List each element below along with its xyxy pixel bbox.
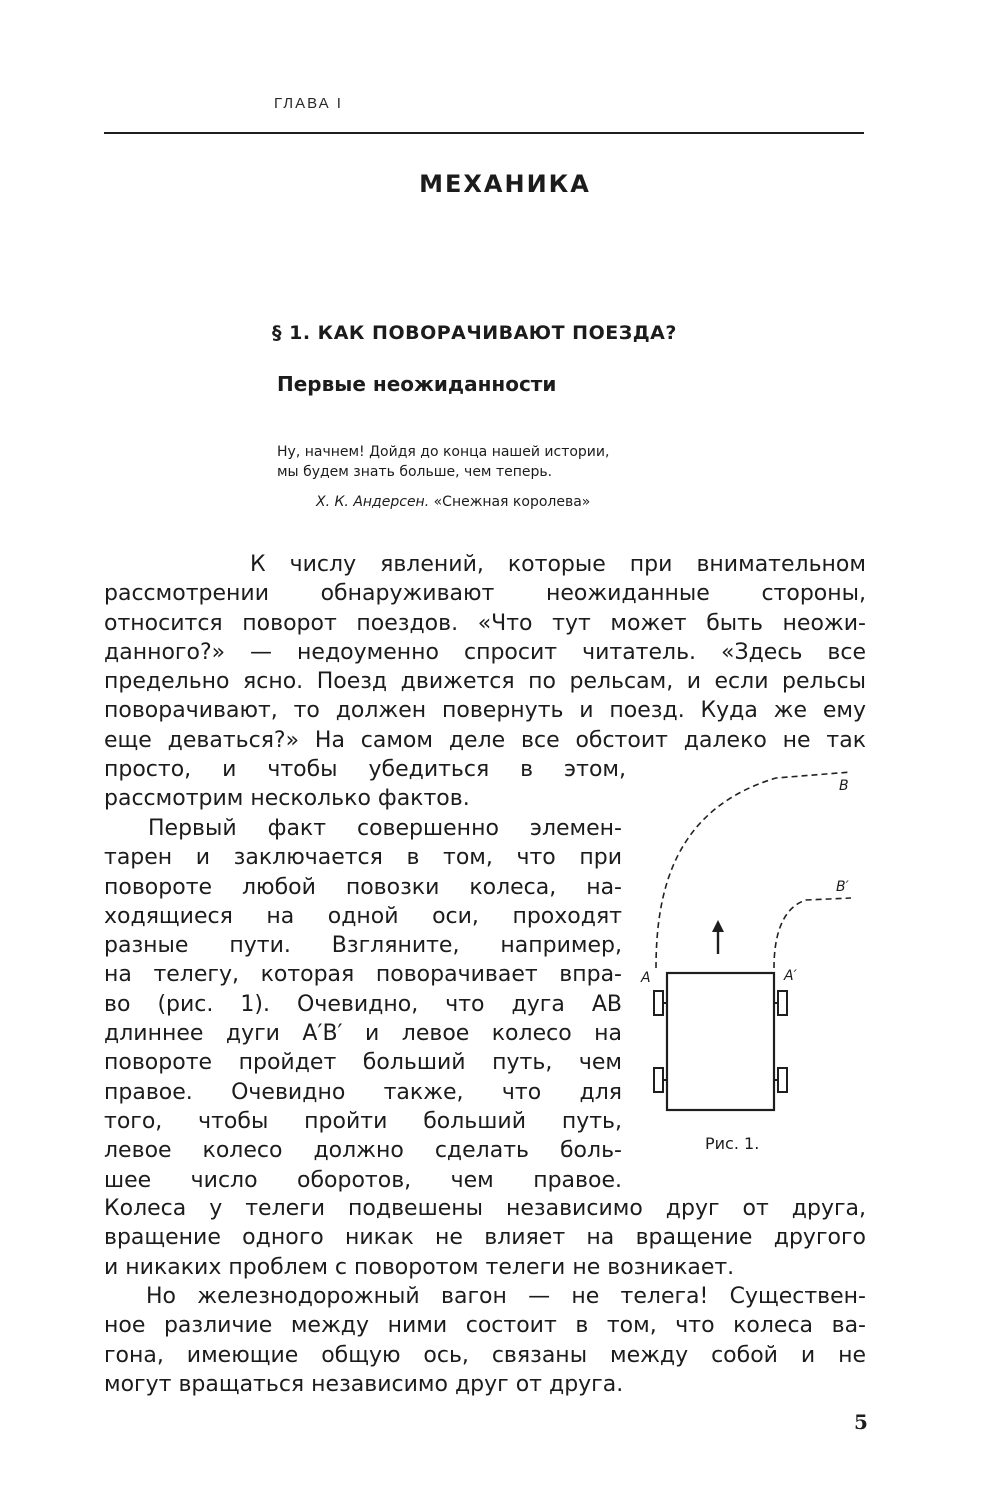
text-line: того, чтобы пройти больший путь, <box>104 1108 622 1134</box>
text-line: рассмотрим несколько фактов. <box>104 786 470 812</box>
epigraph-work: «Снежная королева» <box>433 494 591 510</box>
label-a-prime: A′ <box>784 968 797 984</box>
epigraph-author: Х. К. Андерсен. <box>316 494 430 510</box>
text-line: разные пути. Взгляните, например, <box>104 933 622 959</box>
epigraph-line: мы будем знать больше, чем теперь. <box>277 464 553 480</box>
label-b: B <box>839 778 849 794</box>
subsection-title: Первые неожиданности <box>277 372 557 396</box>
paragraph-1 <box>104 550 866 755</box>
wheel-front-left <box>654 991 663 1015</box>
section-title: § 1. КАК ПОВОРАЧИВАЮТ ПОЕЗДА? <box>272 322 677 344</box>
text-line: поворачивают, то должен повернуть и поезд. Куда же ему <box>104 698 866 724</box>
epigraph-source <box>316 494 590 510</box>
cart-body <box>667 973 774 1110</box>
text-line: повороте пройдет больший путь, чем <box>104 1050 622 1076</box>
header-rule <box>104 132 864 134</box>
chapter-title: МЕХАНИКА <box>419 170 591 198</box>
text-line: Первый факт совершенно элемен- <box>148 816 622 841</box>
figure-caption: Рис. 1. <box>705 1134 760 1153</box>
text-line: повороте любой повозки колеса, на- <box>104 874 622 900</box>
text-line: вращение одного никак не влияет на вращение другого <box>104 1225 866 1251</box>
text-line: относится поворот поездов. «Что тут может быть неожи- <box>104 610 866 636</box>
epigraph-line: Ну, начнем! Дойдя до конца нашей истории, <box>277 444 610 460</box>
page-number: 5 <box>854 1410 868 1434</box>
wheel-rear-right <box>778 1068 787 1092</box>
text-line: предельно ясно. Поезд движется по рельсам, и если рельсы <box>104 669 866 695</box>
text-line: Колеса у телеги подвешены независимо друг от друга, <box>104 1196 866 1221</box>
paragraph-2-wrapped <box>104 814 622 1195</box>
text-line: во (рис. 1). Очевидно, что дуга AB <box>104 991 622 1017</box>
label-a: A <box>641 970 651 986</box>
path-ab <box>656 772 851 968</box>
text-line: еще деваться?» На самом деле все обстоит далеко не так <box>104 727 866 753</box>
text-line: правое. Очевидно также, что для <box>104 1079 622 1105</box>
text-line: рассмотрении обнаруживают неожиданные стороны, <box>104 581 866 607</box>
text-line: ходящиеся на одной оси, проходят <box>104 903 622 929</box>
text-line: гона, имеющие общую ось, связаны между собой и не <box>104 1342 866 1368</box>
text-line: могут вращаться независимо друг от друга. <box>104 1371 624 1397</box>
label-b-prime: B′ <box>836 879 849 895</box>
text-line: ное различие между ними состоит в том, что колеса ва- <box>104 1313 866 1339</box>
path-a-prime-b-prime <box>774 898 851 968</box>
paragraph-3 <box>104 1282 866 1399</box>
text-line: Но железнодорожный вагон — не телега! Существен- <box>146 1284 866 1309</box>
paragraph-1-wrapped <box>104 755 626 814</box>
text-line: просто, и чтобы убедиться в этом, <box>104 757 626 782</box>
text-line: данного?» — недоуменно спросит читатель. «Здесь все <box>104 639 866 665</box>
text-line: и никаких проблем с поворотом телеги не возникает. <box>104 1254 735 1280</box>
text-line: длиннее дуги A′B′ и левое колесо на <box>104 1021 622 1047</box>
cart-diagram-svg <box>636 768 866 1128</box>
text-line: К числу явлений, которые при внимательном <box>250 552 866 577</box>
chapter-label: ГЛАВА I <box>274 95 343 112</box>
wheel-rear-left <box>654 1068 663 1092</box>
text-line: тарен и заключается в том, что при <box>104 845 622 871</box>
epigraph <box>277 442 707 482</box>
text-line: левое колесо должно сделать боль- <box>104 1138 622 1164</box>
text-line: на телегу, которая поворачивает впра- <box>104 962 622 988</box>
wheel-front-right <box>778 991 787 1015</box>
figure-1-cart-diagram <box>636 768 866 1168</box>
text-line: шее число оборотов, чем правое. <box>104 1167 622 1193</box>
direction-arrow-icon <box>712 920 724 932</box>
paragraph-2-full <box>104 1194 866 1282</box>
